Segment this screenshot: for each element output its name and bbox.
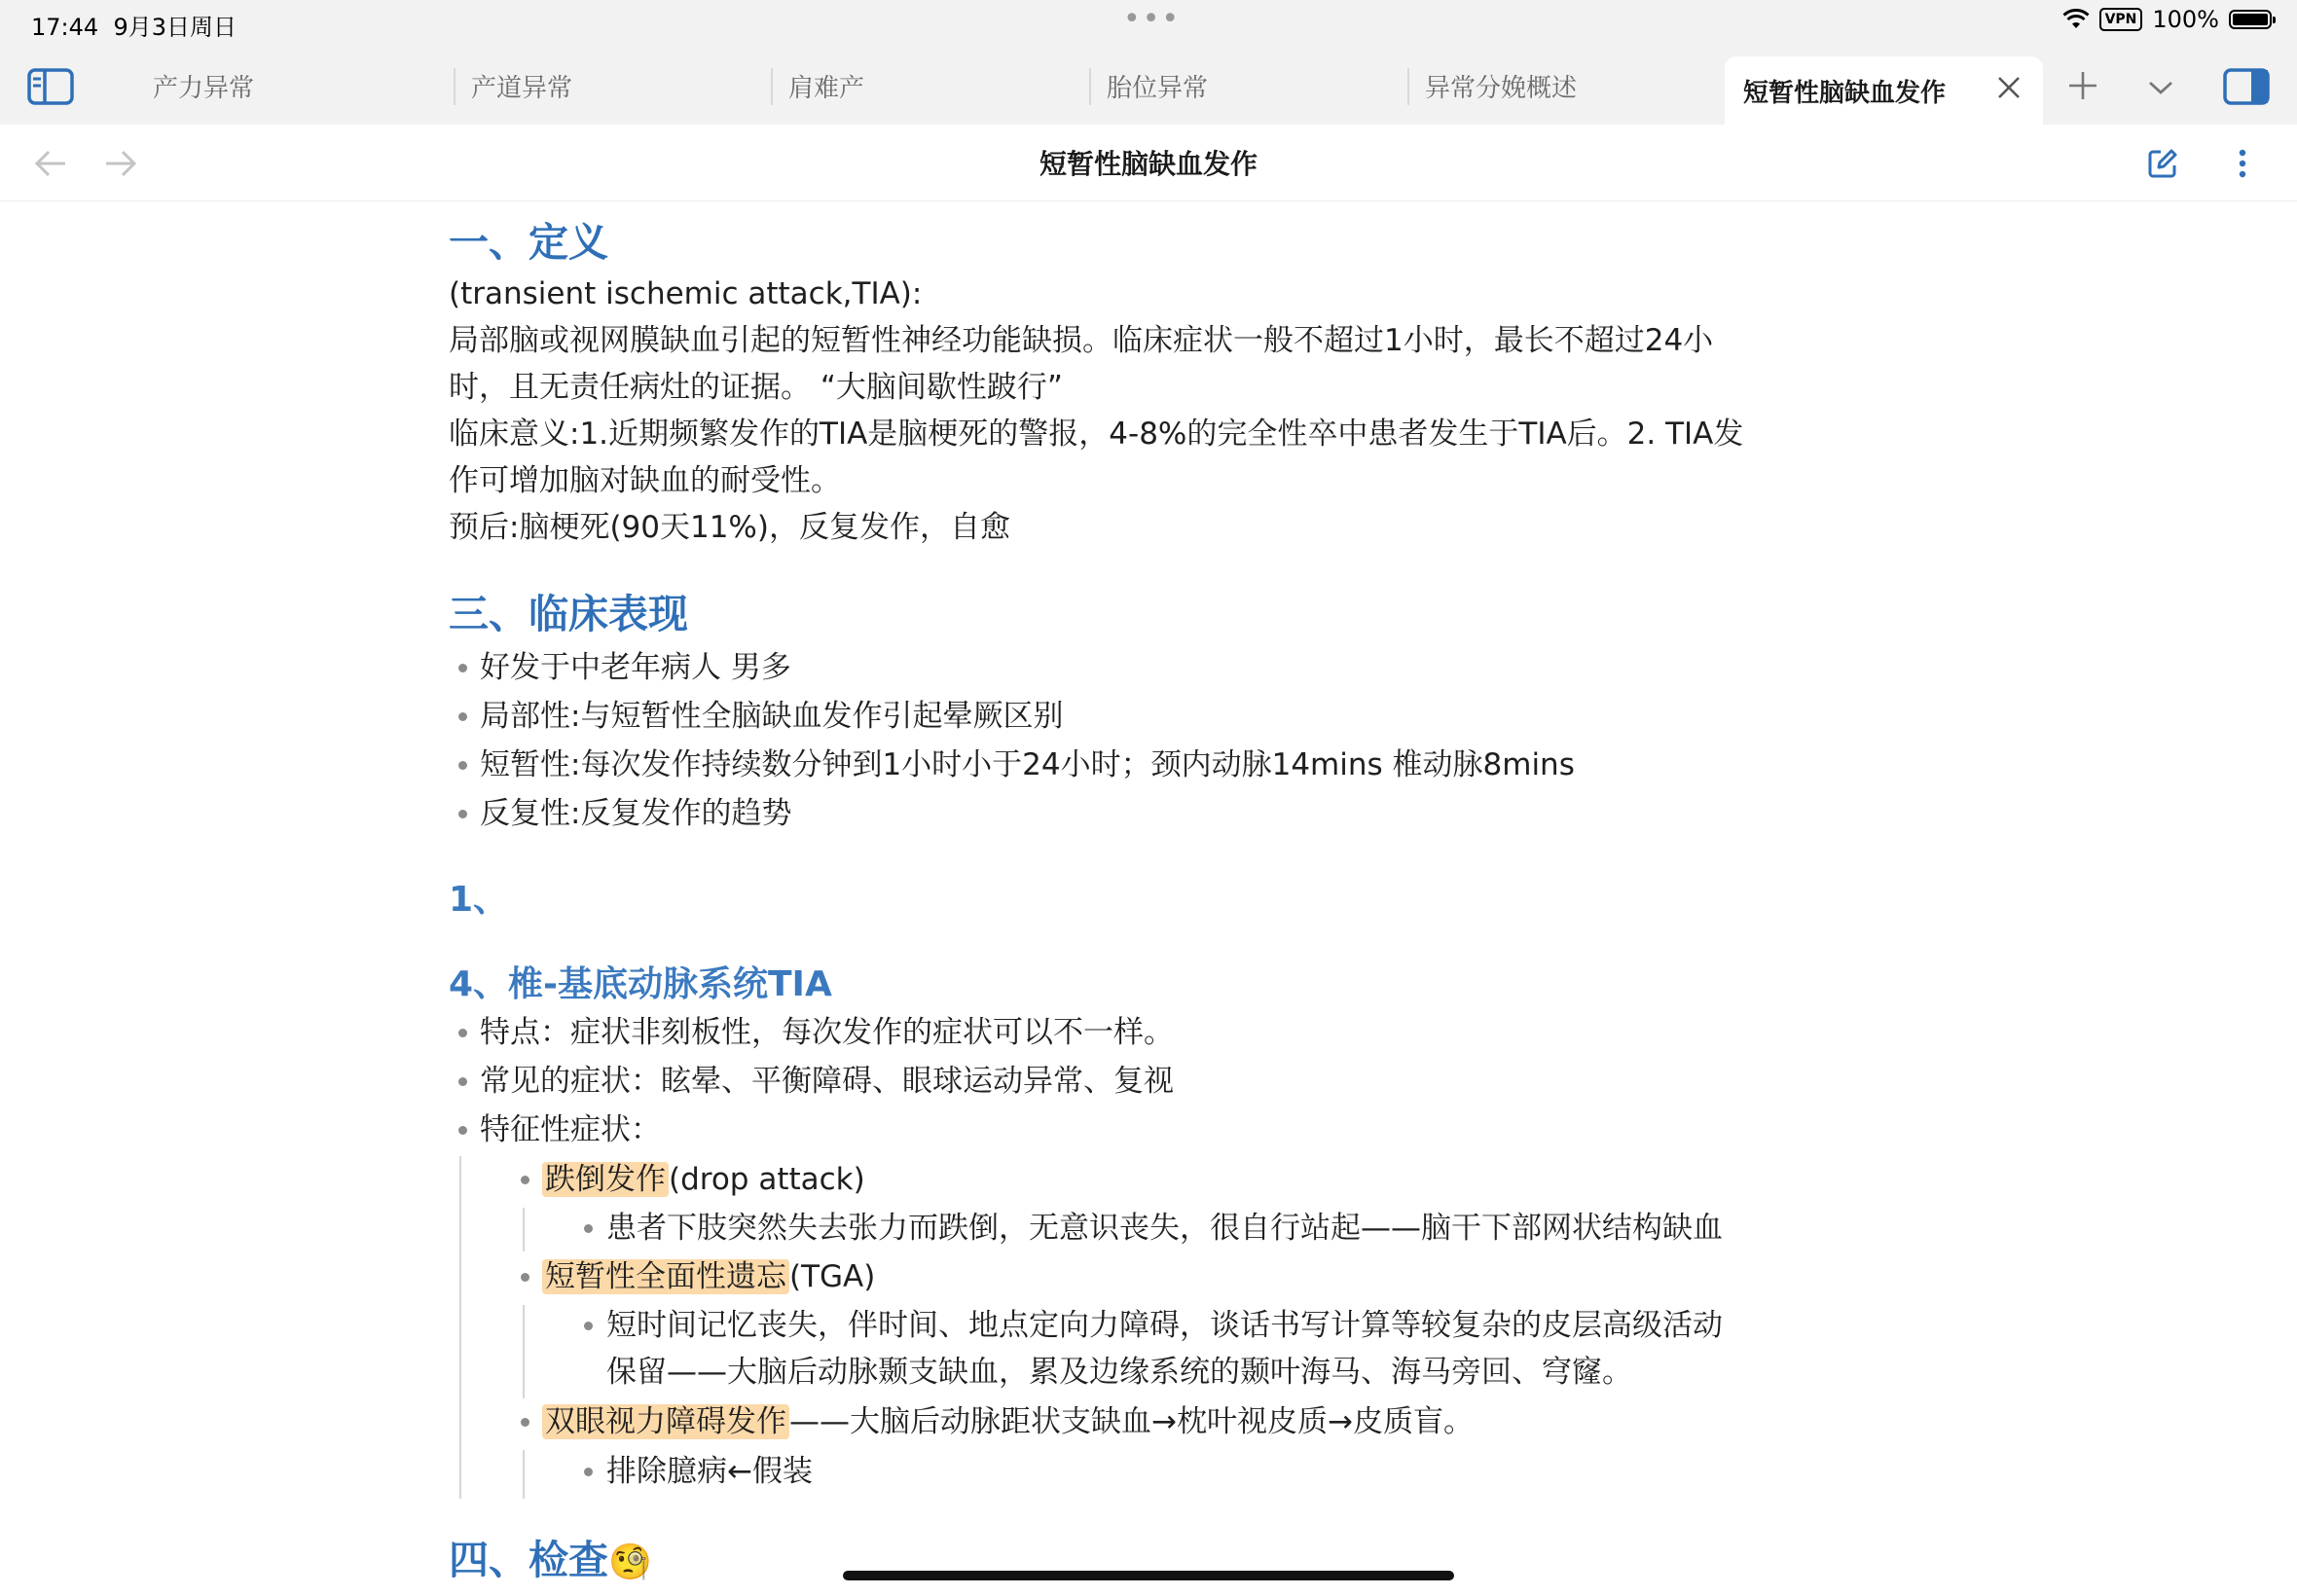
definition-line: 作可增加脑对缺血的耐受性。 <box>449 463 841 498</box>
page-title: 短暂性脑缺血发作 <box>1039 148 1258 180</box>
bullet-dot <box>458 810 467 818</box>
bullet-dot <box>458 1126 467 1135</box>
feature-detail: 患者下肢突然失去张力而跌倒，无意识丧失，很自行站起——脑干下部网状结构缺血 <box>606 1211 1723 1246</box>
bullet-dot <box>584 1224 593 1233</box>
definition-line: 时，且无责任病灶的证据。 “大脑间歇性跛行” <box>449 370 1063 405</box>
sidebar-right-icon[interactable] <box>2217 62 2276 111</box>
status-indicators <box>2062 6 2272 33</box>
heading-sub1: 1、 <box>449 880 509 920</box>
battery-percent: 100% <box>2152 6 2219 33</box>
list-item: 特点：症状非刻板性，每次发作的症状可以不一样。 <box>480 1015 1174 1050</box>
list-item: 特征性症状： <box>480 1112 661 1147</box>
tab-bar <box>0 47 2297 126</box>
feature-detail: 短时间记忆丧失，伴时间、地点定向力障碍，谈话书写计算等较复杂的皮层高级活动 <box>606 1308 1723 1343</box>
vpn-badge: VPN <box>2099 8 2143 31</box>
status-bar <box>0 0 2297 47</box>
tab-产道异常[interactable]: 产道异常 <box>471 73 573 103</box>
heading-exam: 四、检查🧐 <box>449 1537 652 1583</box>
bullet-dot <box>458 712 467 721</box>
tab-divider <box>771 68 773 105</box>
feature-detail: 排除臆病←假装 <box>606 1454 813 1489</box>
highlight-text: 短暂性全面性遗忘 <box>542 1259 789 1294</box>
tab-异常分娩概述[interactable]: 异常分娩概述 <box>1425 73 1578 103</box>
heading-clinical: 三、临床表现 <box>449 591 688 637</box>
list-item: 局部性:与短暂性全脑缺血发作引起晕厥区别 <box>480 699 1064 734</box>
feature-item: 短暂性全面性遗忘(TGA) <box>542 1253 875 1300</box>
indent-guide <box>523 1305 525 1398</box>
heading-definition: 一、定义 <box>449 219 608 266</box>
wifi-icon <box>2062 9 2090 30</box>
list-item: 常见的症状：眩晕、平衡障碍、眼球运动异常、复视 <box>480 1064 1174 1099</box>
bullet-dot <box>458 664 467 672</box>
definition-line: 临床意义:1.近期频繁发作的TIA是脑梗死的警报，4-8%的完全性卒中患者发生于TIA后。2. TIA发 <box>449 417 1744 452</box>
bullet-dot <box>458 761 467 770</box>
feature-item: 双眼视力障碍发作——大脑后动脉距状支缺血→枕叶视皮质→皮质盲。 <box>542 1398 1474 1445</box>
bullet-dot <box>458 1029 467 1037</box>
bullet-dot <box>584 1468 593 1476</box>
status-time-date: 17:44 9月3日周日 <box>31 14 237 41</box>
tab-divider <box>1407 68 1409 105</box>
feature-detail: 保留——大脑后动脉颞支缺血，累及边缘系统的颞叶海马、海马旁回、穹窿。 <box>606 1355 1632 1390</box>
definition-line: 局部脑或视网膜缺血引起的短暂性神经功能缺损。临床症状一般不超过1小时，最长不超过24小 <box>449 323 1714 358</box>
list-item: 短暂性:每次发作持续数分钟到1小时小于24小时；颈内动脉14mins 椎动脉8mins <box>480 747 1575 782</box>
multitasking-dots[interactable]: ••• <box>1123 2 1182 36</box>
close-icon[interactable] <box>1991 70 2026 105</box>
sidebar-icon[interactable] <box>21 62 80 111</box>
tab-胎位异常[interactable]: 胎位异常 <box>1107 73 1209 103</box>
bullet-dot <box>584 1322 593 1330</box>
highlight-text: 双眼视力障碍发作 <box>542 1404 789 1439</box>
plus-icon[interactable] <box>2063 66 2102 105</box>
tab-肩难产[interactable]: 肩难产 <box>788 73 865 103</box>
list-item: 好发于中老年病人 男多 <box>480 650 791 685</box>
indent-guide <box>523 1450 525 1499</box>
battery-icon <box>2229 10 2272 29</box>
feature-item: 跌倒发作(drop attack) <box>542 1156 865 1203</box>
tab-产力异常[interactable]: 产力异常 <box>153 73 255 103</box>
face-with-monocle-icon: 🧐 <box>608 1542 652 1582</box>
tab-divider <box>1089 68 1091 105</box>
bullet-dot <box>521 1418 529 1427</box>
chevron-down-icon[interactable] <box>2141 68 2180 107</box>
tab-divider <box>454 68 456 105</box>
indent-guide <box>523 1208 525 1251</box>
indent-guide <box>459 1156 461 1499</box>
definition-line: 预后:脑梗死(90天11%)，反复发作，自愈 <box>449 510 1010 545</box>
list-item: 反复性:反复发作的趋势 <box>480 796 792 831</box>
bullet-dot <box>521 1273 529 1282</box>
home-indicator[interactable] <box>843 1571 1454 1580</box>
highlight-text: 跌倒发作 <box>542 1162 669 1197</box>
definition-line: (transient ischemic attack,TIA): <box>449 276 923 311</box>
bullet-dot <box>521 1176 529 1184</box>
heading-vertebrobasilar: 4、椎-基底动脉系统TIA <box>449 964 832 1004</box>
tab-label-active[interactable]: 短暂性脑缺血发作 <box>1743 78 1947 108</box>
bullet-dot <box>458 1077 467 1086</box>
